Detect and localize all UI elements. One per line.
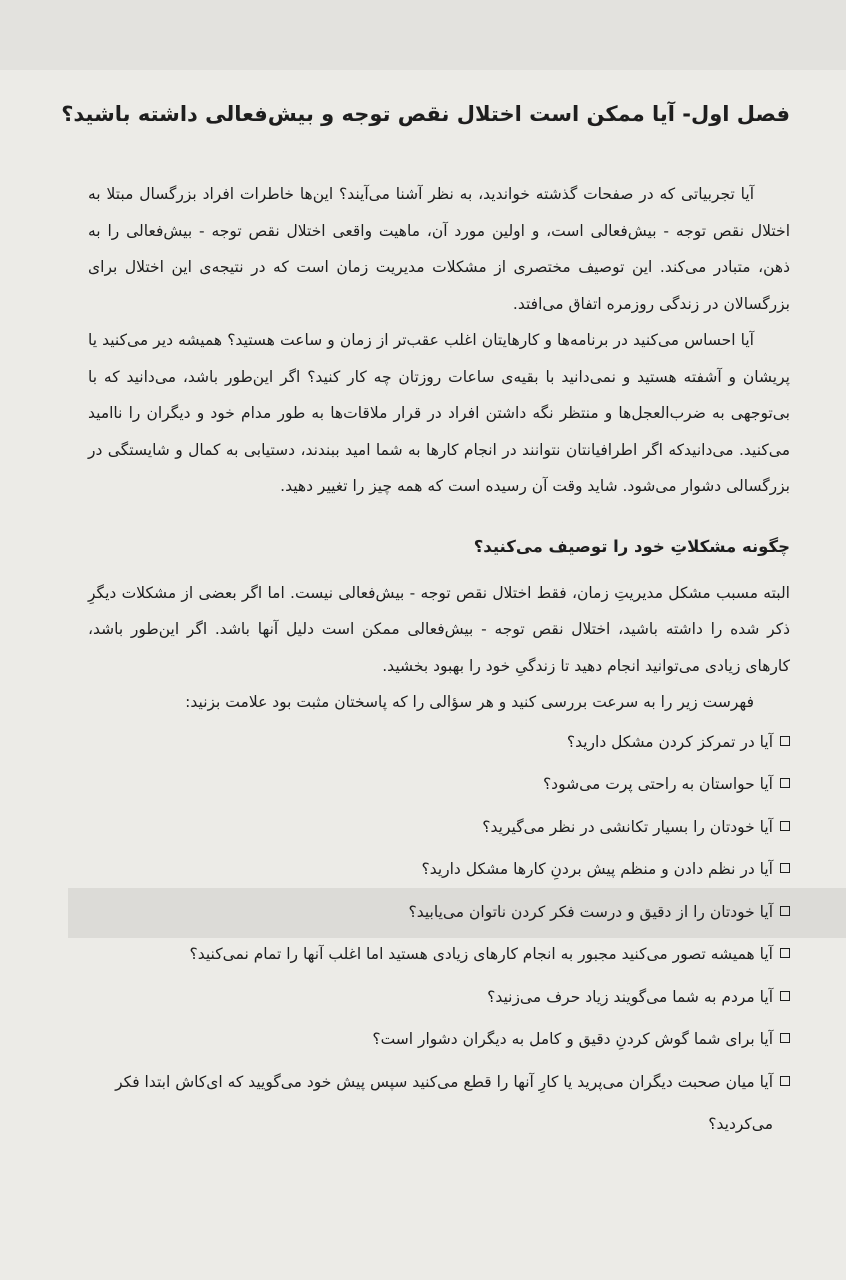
section-heading: چگونه مشکلاتِ خود را توصیف می‌کنید؟ — [473, 536, 790, 556]
checklist-instruction: فهرست زیر را به سرعت بررسی کنید و هر سؤالی را که پاسختان مثبت بود علامت بزنید: — [185, 693, 754, 711]
checklist-item: آیا برای شما گوش کردنِ دقیق و کامل به دیگران دشوار است؟ — [88, 1018, 790, 1061]
checklist-item: آیا حواستان به راحتی پرت می‌شود؟ — [88, 763, 790, 806]
checkbox-icon[interactable] — [780, 1033, 790, 1043]
checkbox-icon[interactable] — [780, 906, 790, 916]
checkbox-icon[interactable] — [780, 1076, 790, 1086]
chapter-title: فصل اول- آیا ممکن است اختلال نقص توجه و بیش‌فعالی داشته باشید؟ — [61, 102, 790, 126]
checklist-item: آیا همیشه تصور می‌کنید مجبور به انجام کارهای زیادی هستید اما اغلب آنها را تمام نمی‌کنید؟ — [88, 933, 790, 976]
checkbox-icon[interactable] — [780, 991, 790, 1001]
page-top-shadow — [0, 0, 846, 70]
paragraph-time-management: آیا احساس می‌کنید در برنامه‌ها و کارهایتان اغلب عقب‌تر از زمان و ساعت هستید؟ همیشه دیر می‌کنید یا پریشان و آشفته هستید و نمی‌دانید با بقیه‌ی ساعات روزتان چه کار کنید؟ اگر این‌طور باشد، می‌دانید که با بی‌توجهی به ضرب‌العجل‌ها و منتظر نگه داشتن افراد در قرار ملاقات‌ها به طور مدام خود و دیگران را ناامید می‌کنید. می‌دانید‌که اگر اطرافیانتان نتوانند در انجام کارها به شما امید ببندند، دستیابی به کمال و شایستگی در بزرگسالی دشوار می‌شود. شاید وقت آن رسیده است که همه چیز را تغییر دهید. — [88, 331, 790, 495]
paragraph-intro: آیا تجربیاتی که در صفحات گذشته خواندید، به نظر آشنا می‌آیند؟ این‌ها خاطرات افراد بزرگسال مبتلا به اختلال نقص توجه - بیش‌فعالی است، و اولین مورد آن، ماهیت واقعی اختلال نقص توجه - بیش‌فعالی را به ذهن، متبادر می‌کند. این توصیف مختصری از مشکلات مدیریت زمان است که در نتیجه‌ی این اختلال برای بزرگسالان در زندگی روزمره اتفاق می‌افتد. — [88, 185, 790, 313]
checklist-item: آیا خودتان را بسیار تکانشی در نظر می‌گیرید؟ — [88, 806, 790, 849]
section-paragraph: البته مسبب مشکل مدیریتِ زمان، فقط اختلال نقص توجه - بیش‌فعالی نیست. اما اگر بعضی از مشکلات دیگرِ ذکر شده را داشته باشید، اختلال نقص توجه - بیش‌فعالی ممکن است دلیل آنها باشد. اگر این‌طور باشد، کارهای زیادی می‌توانید انجام دهید تا زندگیِ خود را بهبود بخشید. — [88, 583, 790, 675]
checkbox-icon[interactable] — [780, 736, 790, 746]
checklist-item: آیا در تمرکز کردن مشکل دارید؟ — [88, 721, 790, 764]
checkbox-icon[interactable] — [780, 778, 790, 788]
checklist-item: آیا خودتان را از دقیق و درست فکر کردن ناتوان می‌یابید؟ — [88, 891, 790, 934]
checkbox-icon[interactable] — [780, 821, 790, 831]
checkbox-icon[interactable] — [780, 863, 790, 873]
checklist-item: آیا میان صحبت دیگران می‌پرید یا کارِ آنها را قطع می‌کنید سپس پیش خود می‌گویید که ای‌کاش ابتدا فکر می‌کردید؟ — [88, 1061, 790, 1146]
checklist-item: آیا مردم به شما می‌گویند زیاد حرف می‌زنید؟ — [88, 976, 790, 1019]
book-page — [0, 92, 846, 1146]
symptom-checklist — [88, 721, 790, 1146]
checklist-item: آیا در نظم دادن و منظم پیش بردنِ کارها مشکل دارید؟ — [88, 848, 790, 891]
checkbox-icon[interactable] — [780, 948, 790, 958]
